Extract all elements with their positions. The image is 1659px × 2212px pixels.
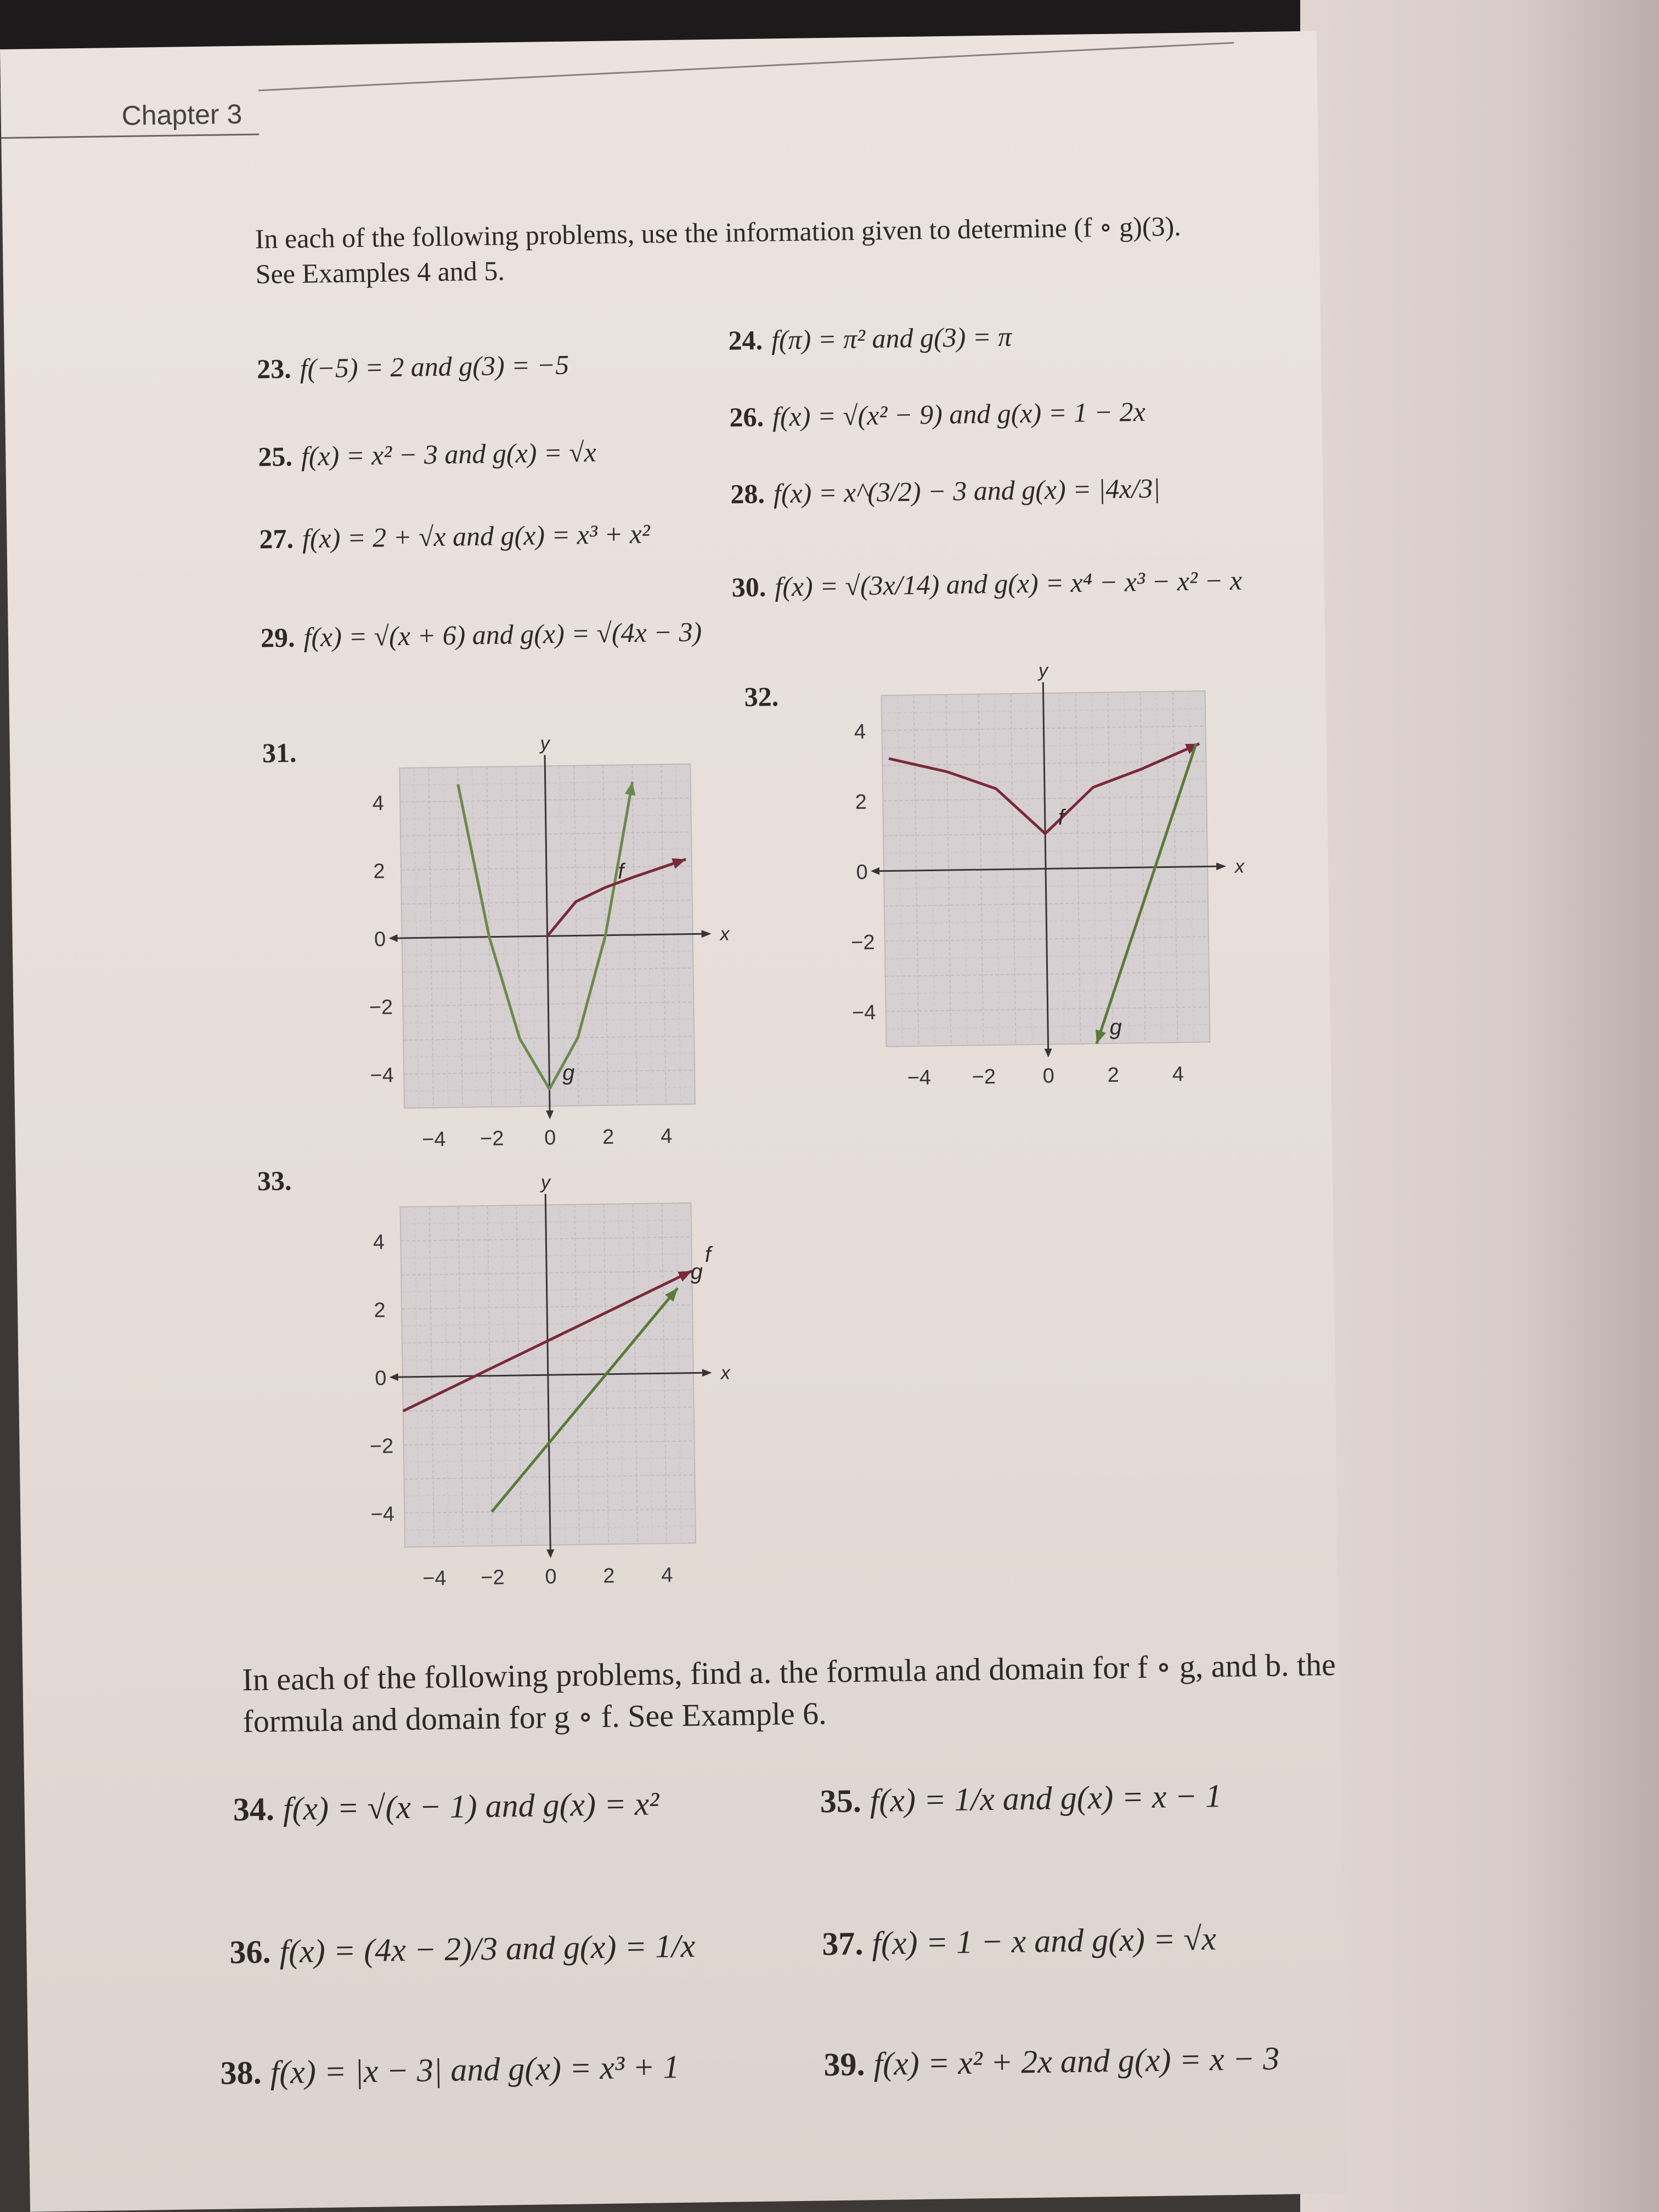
problem-number: 37. [821, 1925, 864, 1962]
x-axis-label: x [720, 923, 730, 945]
x-tick-label: 0 [544, 1126, 556, 1150]
problem-text: f(x) = √(x² − 9) and g(x) = 1 − 2x [772, 396, 1146, 432]
section1-instructions [255, 206, 1325, 291]
problem-text: f(−5) = 2 and g(3) = −5 [300, 349, 569, 384]
problem-text: f(x) = 1/x and g(x) = x − 1 [870, 1778, 1222, 1819]
y-tick-label: 4 [854, 720, 866, 744]
section1-instructions-line1: In each of the following problems, use the information given to determine (f ∘ g)(3). [255, 210, 1182, 255]
y-tick-label: −4 [370, 1503, 395, 1526]
y-tick-label: 4 [373, 1231, 385, 1254]
x-tick-label: 4 [661, 1564, 673, 1587]
x-axis-arrow [702, 1369, 712, 1376]
x-tick-label: −4 [421, 1127, 446, 1152]
section2-instructions-line2: formula and domain for g ∘ f. See Example 6. [242, 1695, 827, 1740]
x-axis-arrow-left [390, 1373, 398, 1381]
series-g-label: g [1109, 1015, 1122, 1040]
problem-36 [229, 1927, 696, 1972]
x-tick-label: 2 [603, 1564, 615, 1588]
x-tick-label: 4 [660, 1125, 673, 1148]
problem-text: f(x) = x² + 2x and g(x) = x − 3 [873, 2040, 1280, 2083]
problem-text: f(π) = π² and g(3) = π [771, 321, 1012, 356]
problem-text: f(x) = (4x − 2)/3 and g(x) = 1/x [279, 1927, 696, 1970]
facing-page [1300, 0, 1659, 2212]
x-tick-label: 0 [545, 1565, 557, 1589]
section2-instructions [242, 1641, 1505, 1742]
x-tick-label: 0 [1042, 1064, 1055, 1088]
y-tick-label: −2 [850, 930, 875, 955]
x-axis-arrow [702, 930, 712, 938]
problem-25 [258, 436, 596, 473]
graph-number-31: 31. [262, 737, 297, 769]
y-tick-label: −4 [851, 1001, 876, 1025]
y-axis-label: y [540, 733, 550, 754]
y-tick-label: 0 [375, 1367, 387, 1390]
problem-number: 27. [259, 523, 294, 555]
problem-number: 26. [729, 401, 764, 433]
y-tick-label: −2 [369, 1435, 394, 1458]
x-axis-arrow-left [389, 934, 398, 942]
graph-number-33: 33. [257, 1165, 292, 1197]
problem-number: 36. [229, 1933, 271, 1971]
x-tick-label: −4 [907, 1066, 932, 1090]
series-g-label: g [562, 1060, 575, 1085]
y-tick-label: −2 [369, 996, 393, 1019]
y-axis-arrow [1045, 1048, 1052, 1057]
problem-number: 25. [258, 441, 293, 472]
problem-text: f(x) = x² − 3 and g(x) = √x [301, 436, 597, 472]
problem-number: 30. [731, 571, 766, 603]
problem-number: 39. [823, 2046, 865, 2083]
y-tick-label: 2 [373, 860, 385, 883]
problem-text: f(x) = √(x − 1) and g(x) = x² [283, 1785, 659, 1827]
y-axis-arrow [546, 1549, 554, 1558]
y-tick-label: 2 [855, 791, 867, 814]
x-tick-label: −2 [972, 1065, 996, 1089]
problem-29 [261, 616, 702, 653]
problem-number: 24. [728, 324, 763, 356]
problem-26 [729, 396, 1146, 433]
problem-27 [259, 518, 650, 555]
problem-number: 35. [820, 1782, 862, 1820]
problem-37 [822, 1920, 1216, 1963]
header-rule-right [258, 42, 1234, 91]
problem-24 [728, 320, 1012, 356]
problem-number: 38. [220, 2054, 262, 2091]
problem-28 [730, 472, 1160, 510]
x-tick-label: −2 [479, 1127, 504, 1150]
series-f-label: f [704, 1243, 712, 1267]
x-tick-label: 2 [1107, 1063, 1120, 1087]
graph-32 [821, 658, 1244, 1103]
header-rule [1, 133, 259, 139]
y-tick-label: 0 [374, 928, 386, 951]
y-tick-label: 0 [856, 861, 868, 884]
x-tick-label: 4 [1172, 1063, 1184, 1086]
problem-text: f(x) = |x − 3| and g(x) = x³ + 1 [270, 2049, 680, 2091]
y-tick-label: 4 [372, 792, 385, 815]
problem-text: f(x) = √(x + 6) and g(x) = √(4x − 3) [303, 616, 702, 653]
x-axis-label: x [720, 1362, 731, 1384]
x-axis-arrow [1216, 862, 1226, 870]
graph-31 [339, 731, 729, 1164]
y-axis-label: y [1038, 660, 1048, 681]
x-axis-arrow-left [871, 867, 879, 875]
problem-text: f(x) = 2 + √x and g(x) = x³ + x² [302, 518, 651, 554]
x-tick-label: −2 [481, 1566, 505, 1590]
textbook-page [0, 31, 1347, 2211]
problem-text: f(x) = 1 − x and g(x) = √x [871, 1920, 1217, 1962]
problem-number: 34. [233, 1791, 275, 1828]
problem-number: 29. [260, 622, 295, 653]
graph-33 [340, 1170, 730, 1603]
x-axis-label: x [1234, 856, 1245, 877]
series-f-label: f [1058, 805, 1065, 830]
chapter-label: Chapter 3 [121, 98, 242, 131]
problem-text: f(x) = x^(3/2) − 3 and g(x) = |4x/3| [773, 472, 1161, 509]
problem-38 [220, 2048, 680, 2092]
y-tick-label: −4 [370, 1064, 394, 1087]
problem-30 [731, 564, 1242, 603]
problem-number: 28. [730, 478, 765, 510]
problem-text: f(x) = √(3x/14) and g(x) = x⁴ − x³ − x² − x [774, 565, 1243, 602]
y-axis-label: y [540, 1172, 551, 1193]
x-tick-label: 2 [602, 1125, 614, 1149]
series-g-label: g [690, 1260, 703, 1284]
problem-39 [823, 2040, 1280, 2084]
problem-34 [233, 1785, 659, 1829]
graph-number-32: 32. [744, 681, 779, 713]
section2-instructions-line1: In each of the following problems, find a. the formula and domain for f ∘ g, and b. the [242, 1646, 1336, 1698]
problem-number: 23. [256, 353, 292, 385]
y-tick-label: 2 [374, 1299, 386, 1322]
y-axis-arrow [546, 1110, 554, 1119]
x-tick-label: −4 [422, 1566, 447, 1590]
series-f-label: f [617, 859, 624, 884]
problem-23 [257, 349, 569, 385]
problem-35 [820, 1777, 1222, 1820]
section1-instructions-line2: See Examples 4 and 5. [255, 255, 505, 290]
